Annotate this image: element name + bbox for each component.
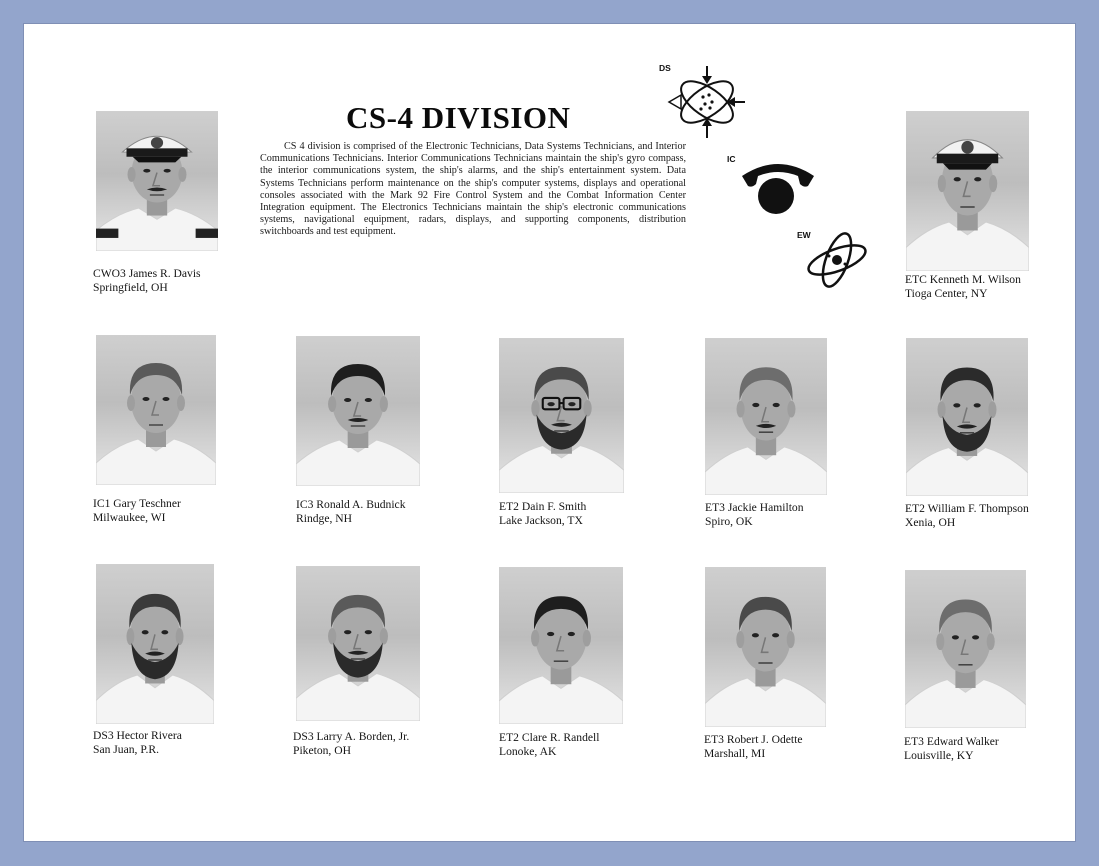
portrait-photo — [96, 564, 214, 724]
portrait-photo — [499, 567, 623, 724]
portrait-caption — [93, 497, 181, 524]
portrait-caption — [499, 500, 586, 527]
person-name: ET3 Jackie Hamilton — [705, 501, 804, 514]
person-hometown: Lonoke, AK — [499, 744, 557, 758]
person-hometown: Tioga Center, NY — [905, 286, 988, 300]
portrait-caption — [93, 729, 182, 756]
portrait-caption — [705, 501, 804, 528]
person-hometown: Rindge, NH — [296, 511, 353, 525]
person-name: ET2 Dain F. Smith — [499, 500, 587, 513]
ew-atom-icon — [803, 226, 871, 292]
person-name: CWO3 James R. Davis — [93, 267, 201, 280]
person-hometown: Springfield, OH — [93, 280, 168, 294]
person-hometown: Spiro, OK — [705, 514, 753, 528]
person-name: DS3 Larry A. Borden, Jr. — [293, 730, 410, 743]
portrait-photo — [499, 338, 624, 493]
portrait-caption — [93, 267, 201, 294]
person-name: IC1 Gary Teschner — [93, 497, 181, 510]
person-hometown: Louisville, KY — [904, 748, 974, 762]
division-description: CS 4 division is comprised of the Electronic Technicians, Data Systems Technicians, and Interior Communications Technicians. Interior Communications Technicians maintain the ship's gyro compass, the interior communications system, the ship's alarms, and the ship's entertainment system. Data Systems Technicians perform maintenance on the ship's computer systems, displays and operational consoles associated with the Mark 92 Fire Control System and the Combat Information Center Integration equipment. The Electronics Technicians maintain the ship's electronic communications systems, navigational equipment, radars, displays, and supporting components, distribution switchboards and test equipment. — [260, 141, 686, 238]
person-hometown: Lake Jackson, TX — [499, 513, 583, 527]
person-name: ET2 Clare R. Randell — [499, 731, 600, 744]
ds-logo-label: DS — [659, 63, 671, 73]
person-hometown: Xenia, OH — [905, 515, 956, 529]
person-name: ETC Kenneth M. Wilson — [905, 273, 1021, 286]
portrait-photo — [905, 570, 1026, 728]
portrait-photo — [906, 338, 1028, 496]
page-title: CS-4 DIVISION — [346, 100, 571, 135]
portrait-photo — [906, 111, 1029, 271]
ic-telephone-icon — [738, 158, 818, 216]
person-hometown: San Juan, P.R. — [93, 742, 160, 756]
portrait-photo — [296, 566, 420, 721]
portrait-caption — [296, 498, 406, 525]
ew-logo-label: EW — [797, 230, 811, 240]
person-name: IC3 Ronald A. Budnick — [296, 498, 406, 511]
portrait-photo — [96, 111, 218, 251]
person-hometown: Piketon, OH — [293, 743, 351, 757]
portrait-caption — [904, 735, 999, 762]
ds-atom-icon — [667, 64, 747, 140]
portrait-photo — [705, 567, 826, 727]
portrait-caption — [905, 502, 1029, 529]
portrait-caption — [293, 730, 409, 757]
portrait-caption — [499, 731, 599, 758]
portrait-caption — [704, 733, 803, 760]
portrait-photo — [296, 336, 420, 486]
person-hometown: Marshall, MI — [704, 746, 766, 760]
person-name: ET3 Robert J. Odette — [704, 733, 803, 746]
portrait-photo — [96, 335, 216, 485]
portrait-photo — [705, 338, 827, 495]
portrait-caption — [905, 273, 1021, 300]
person-name: DS3 Hector Rivera — [93, 729, 182, 742]
person-hometown: Milwaukee, WI — [93, 510, 166, 524]
person-name: ET3 Edward Walker — [904, 735, 999, 748]
person-name: ET2 William F. Thompson — [905, 502, 1029, 515]
ic-logo-label: IC — [727, 154, 736, 164]
